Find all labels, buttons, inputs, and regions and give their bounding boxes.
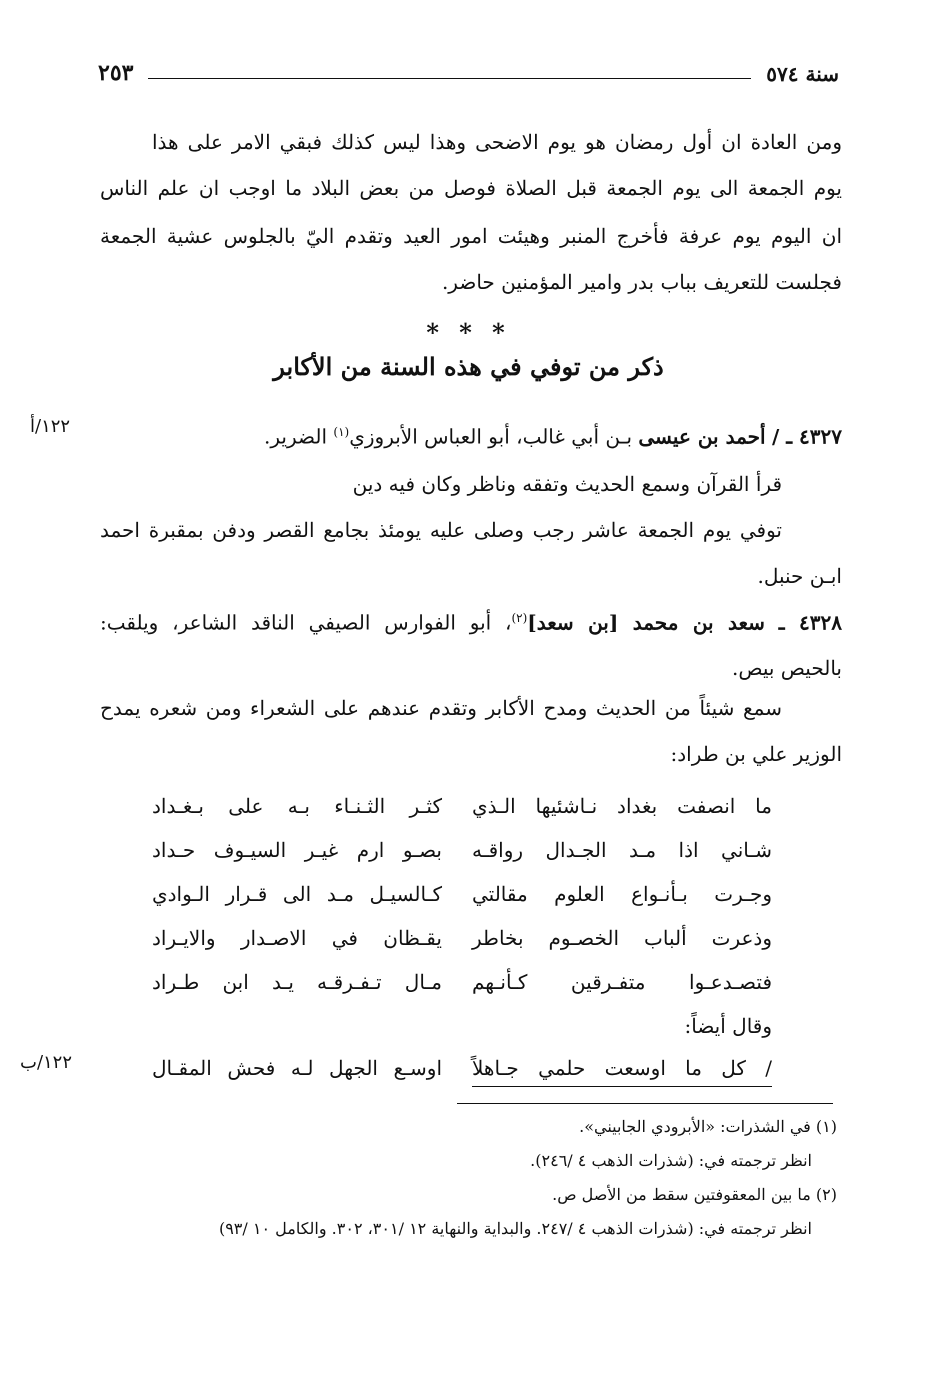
entry-number: ٤٣٢٧ ـ / [771, 424, 842, 449]
entry-4328-body-1: سمع شيئاً من الحديث ومدح الأكابر وتقدم عندهم على الشعراء ومن شعره يمدح [100, 696, 782, 720]
folio-margin-122a: ١٢٢/أ [30, 416, 71, 437]
poem2-verse-second: اوسـع الجهل لـه فحش المقـال [152, 1056, 442, 1080]
poem-verse-1-second: كثـر الثـنـاء بـه على بـغـداد [152, 794, 442, 818]
running-header-year: سنة ٥٧٤ [766, 62, 839, 86]
entry-lineage: بـن أبي غالب، أبو العباس الأبروزي [349, 424, 639, 449]
poem-verse-3-first: وجـرت بـأنـواع العلوم مقالتي [472, 882, 772, 906]
entry-4327-heading [264, 418, 842, 451]
poem2-intro: وقال أيضاً: [684, 1014, 772, 1038]
intro-line-2: يوم الجمعة الى يوم الجمعة قبل الصلاة فوصل من بعض البلاد ما اوجب ان علم الناس [100, 176, 842, 200]
intro-line-1: ومن العادة ان أول رمضان هو يوم الاضحى وهذا ليس كذلك فبقي الامر على هذا [152, 130, 842, 154]
footnote-rule [457, 1103, 833, 1104]
folio-margin-122b: ١٢٢/ب [20, 1052, 73, 1073]
poem-verse-4-second: يقـظان في الاصـدار والايـراد [152, 926, 442, 950]
poem-verse-5-first: فتصـدعـوا متفـرقين كـأنـهم [472, 970, 772, 994]
entry-4328-heading [100, 604, 842, 637]
verse-underline [472, 1086, 772, 1087]
footnote-ref-2: (٢) [511, 611, 528, 625]
entry-epithet: الضرير. [264, 424, 334, 449]
entry-4327-body-1: قرأ القرآن وسمع الحديث وتفقه وناظر وكان فيه دين [352, 472, 782, 496]
poem-verse-1-first: ما انصفت بغداد نـاشئيها الـذي [472, 794, 772, 818]
entry-name: سعد بن محمد [بن سعد] [527, 610, 765, 635]
poem-verse-2-second: بصـو ارم غيـر السيـوف حـداد [152, 838, 442, 862]
poem-verse-3-second: كـالسيـل مـد الى قـرار الـوادي [152, 882, 442, 906]
page-number: ٢٥٣ [98, 60, 134, 86]
section-title: ذكر من توفي في هذه السنة من الأكابر [273, 352, 664, 381]
footnote-ref-1: (١) [333, 425, 350, 439]
entry-4327-body-3: ابـن حنبل. [757, 564, 842, 588]
header-rule [148, 78, 751, 79]
footnote-1-reference: انظر ترجمته في: (شذرات الذهب ٤ /٢٤٦). [530, 1151, 812, 1170]
poem2-verse-first: / كل ما اوسعت حلمي جـاهلاً [472, 1056, 772, 1080]
footnote-2: (٢) ما بين المعقوفتين سقط من الأصل ص. [552, 1185, 837, 1204]
entry-description: ، أبو الفوارس الصيفي الناقد الشاعر، ويلقب: [100, 610, 512, 635]
entry-4327-body-2: توفي يوم الجمعة عاشر رجب وصلى عليه يومئذ بجامع القصر ودفن بمقبرة احمد [100, 518, 782, 542]
entry-4328-laqab: بالحيص بيص. [731, 656, 842, 680]
intro-line-4: فجلست للتعريف بباب بدر وامير المؤمنين حاضر. [441, 270, 842, 294]
footnote-1: (١) في الشذرات: «الأبرودي الجابيني». [579, 1117, 837, 1136]
entry-number: ٤٣٢٨ ـ [778, 610, 842, 635]
entry-4328-body-2: الوزير علي بن طراد: [670, 742, 842, 766]
poem-verse-5-second: مـال تـفـرقـه يـد ابن طـراد [152, 970, 442, 994]
section-separator: * * * [426, 318, 511, 347]
poem-verse-4-first: وذعرت ألباب الخصـوم بخاطر [472, 926, 772, 950]
intro-line-3: ان اليوم يوم عرفة فأخرج المنبر وهيئت امور العيد وتقدم اليّ بالجلوس عشية الجمعة [100, 224, 842, 248]
footnote-2-reference: انظر ترجمته في: (شذرات الذهب ٤ /٢٤٧. والبداية والنهاية ١٢ /٣٠١، ٣٠٢. والكامل ١٠ /٩٣) [218, 1219, 812, 1238]
poem-verse-2-first: شـاني اذا مـد الجـدال رواقـه [472, 838, 772, 862]
entry-name: أحمد بن عيسى [638, 424, 766, 449]
